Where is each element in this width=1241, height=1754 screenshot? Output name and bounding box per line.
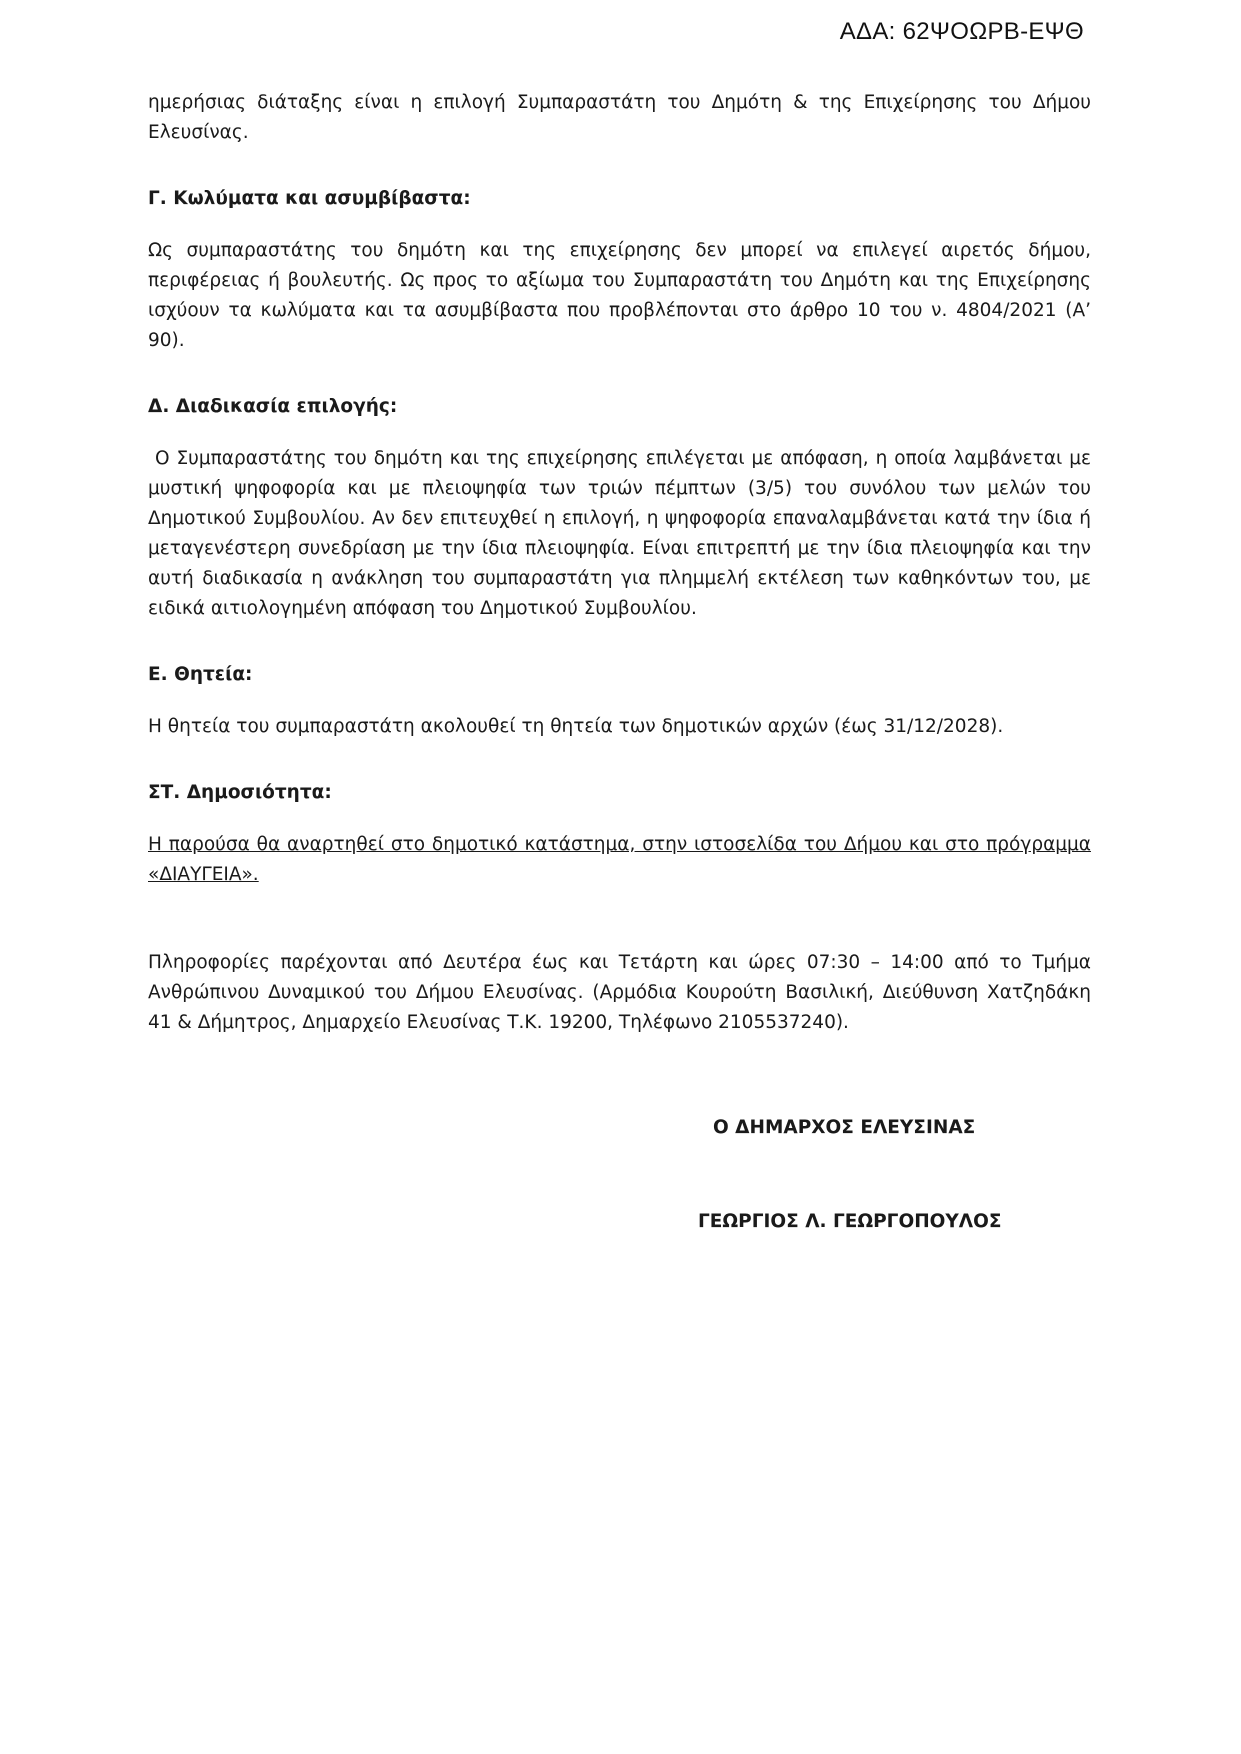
section-heading-publicity: ΣΤ. Δημοσιότητα: [148,782,332,803]
section-text-incompatibilities: Ως συμπαραστάτης του δημότη και της επιχείρησης δεν μπορεί να επιλεγεί αιρετός δήμου, περιφέρειας ή βουλευτής. Ως προς το αξίωμα του Συμπαραστάτη του Δημότη και της Επιχείρησης ισχύουν τα κωλύματα και τα ασυμβίβαστα που προβλέπονται στο άρθρο 10 του ν. 4804/2021 (Α’ 90). [148,240,1091,351]
section-text-term: Η θητεία του συμπαραστάτη ακολουθεί τη θητεία των δημοτικών αρχών (έως 31/12/2028). [148,716,1004,737]
section-text-selection: Ο Συμπαραστάτης του δημότη και της επιχείρησης επιλέγεται με απόφαση, η οποία λαμβάνεται με μυστική ψηφοφορία και με πλειοψηφία των τριών πέμπτων (3/5) του συνόλου των μελών του Δημοτικού Συμβουλίου. Αν δεν επιτευχθεί η επιλογή, η ψηφοφορία επαναλαμβάνεται κατά την ίδια ή μεταγενέστερη συνεδρίαση με την ίδια πλειοψηφία. Είναι επιτρεπτή με την ίδια πλειοψηφία και την αυτή διαδικασία η ανάκληση του συμπαραστάτη για πλημμελή εκτέλεση των καθηκόντων του, με ειδικά αιτιολογημένη απόφαση του Δημοτικού Συμβουλίου. [148,448,1097,619]
document-body [148,88,1097,1038]
signature-title: Ο ΔΗΜΑΡΧΟΣ ΕΛΕΥΣΙΝΑΣ [713,1117,976,1138]
info-paragraph: Πληροφορίες παρέχονται από Δευτέρα έως και Τετάρτη και ώρες 07:30 – 14:00 από το Τμήμα Ανθρώπινου Δυναμικού του Δήμου Ελευσίνας. (Αρμόδια Κουρούτη Βασιλική, Διεύθυνση Χατζηδάκη 41 & Δήμητρος, Δημαρχείο Ελευσίνας Τ.Κ. 19200, Τηλέφωνο 2105537240). [148,952,1091,1033]
signature-name: ΓΕΩΡΓΙΟΣ Λ. ΓΕΩΡΓΟΠΟΥΛΟΣ [698,1211,1002,1232]
section-text-publicity: Η παρούσα θα αναρτηθεί στο δημοτικό κατάστημα, στην ιστοσελίδα του Δήμου και στο πρόγραμμα «ΔΙΑΥΓΕΙΑ». [148,834,1091,885]
section-heading-selection: Δ. Διαδικασία επιλογής: [148,396,398,417]
intro-paragraph: ημερήσιας διάταξης είναι η επιλογή Συμπαραστάτη του Δημότη & της Επιχείρησης του Δήμου Ελευσίνας. [148,92,1091,143]
section-heading-incompatibilities: Γ. Κωλύματα και ασυμβίβαστα: [148,188,471,209]
ada-code: ΑΔΑ: 62ΨΟΩΡΒ-ΕΨΘ [839,18,1084,45]
section-heading-term: Ε. Θητεία: [148,664,253,685]
